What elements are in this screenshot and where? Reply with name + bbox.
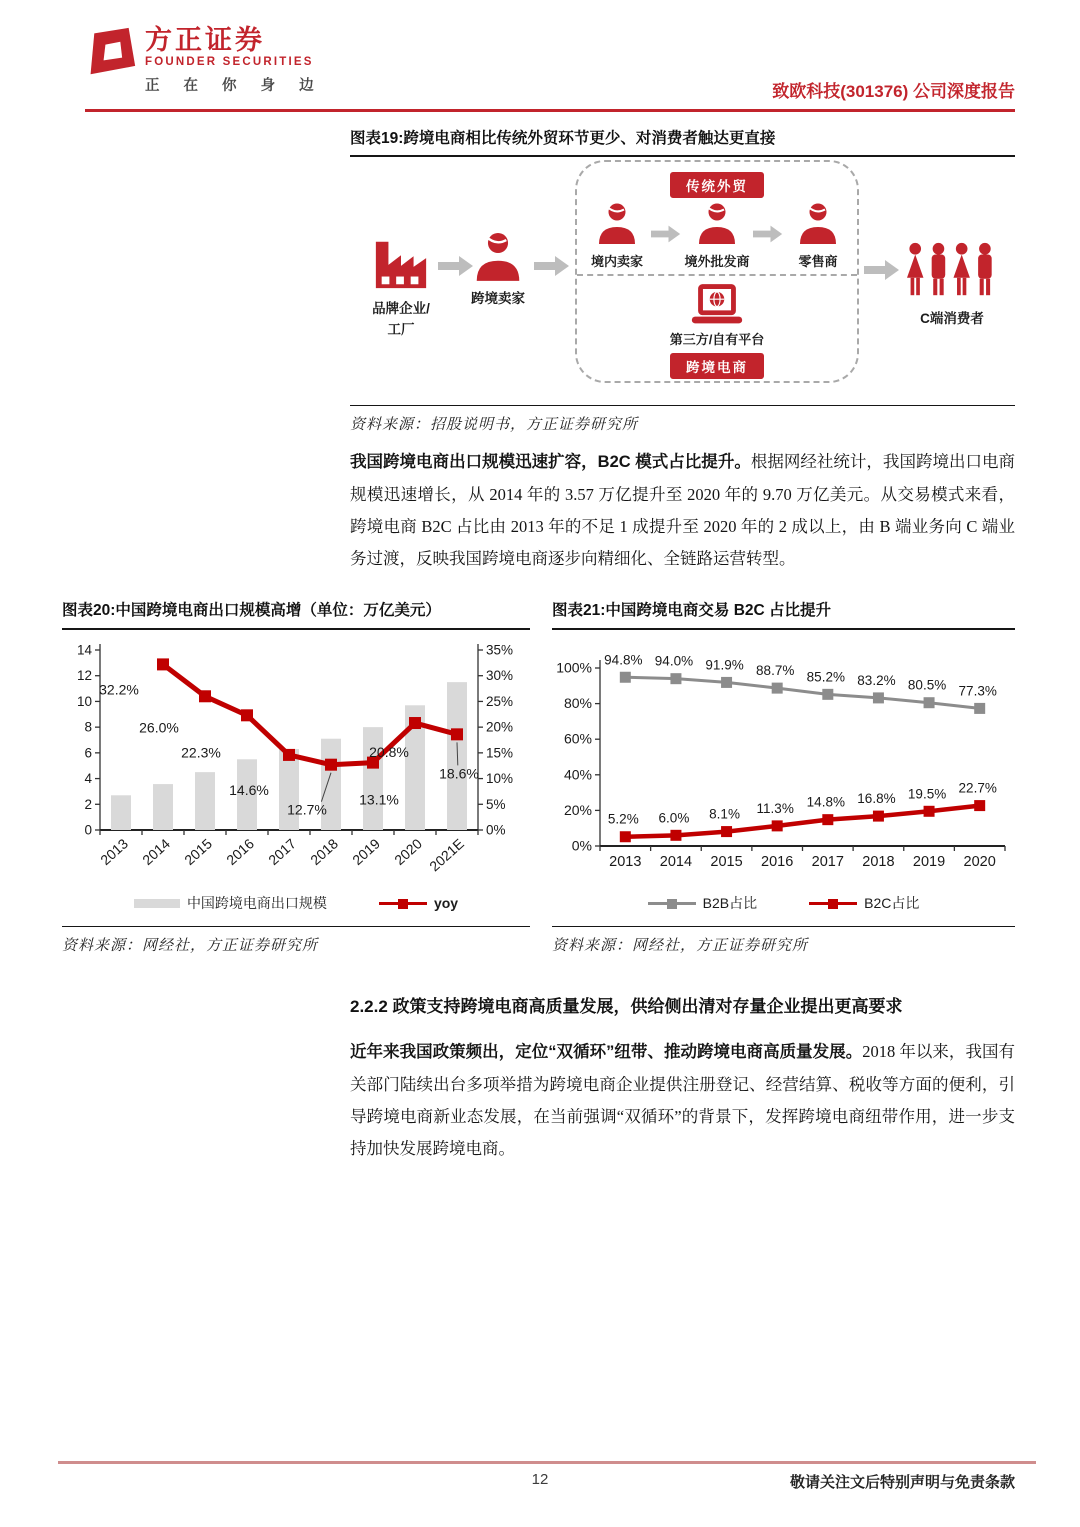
factory-icon — [372, 235, 430, 291]
svg-text:2014: 2014 — [659, 854, 693, 870]
cross-border-seller-label: 跨境卖家 — [471, 291, 525, 306]
svg-text:94.8%: 94.8% — [604, 652, 643, 668]
svg-text:35%: 35% — [486, 642, 514, 658]
consumers-label: C端消费者 — [920, 311, 984, 326]
svg-text:18.6%: 18.6% — [439, 765, 479, 782]
legend-item-b2b — [648, 893, 757, 913]
svg-text:77.3%: 77.3% — [958, 683, 997, 699]
svg-text:5%: 5% — [486, 796, 506, 812]
svg-text:91.9%: 91.9% — [705, 657, 744, 673]
svg-text:2019: 2019 — [912, 854, 946, 870]
svg-text:94.0%: 94.0% — [654, 653, 694, 669]
svg-text:2017: 2017 — [811, 854, 844, 870]
arrow-right-icon — [753, 224, 783, 249]
svg-text:16.8%: 16.8% — [857, 791, 896, 807]
policy-paragraph — [350, 1036, 1015, 1164]
svg-text:30%: 30% — [486, 668, 514, 684]
person-icon — [796, 202, 840, 244]
svg-text:2016: 2016 — [761, 854, 794, 870]
svg-text:80%: 80% — [563, 695, 592, 712]
domestic-seller-label: 境内卖家 — [590, 254, 643, 269]
svg-text:25%: 25% — [486, 693, 514, 709]
figure20-source: 资料来源：网经社，方正证券研究所 — [62, 938, 319, 954]
figure21-source: 资料来源：网经社，方正证券研究所 — [552, 938, 809, 954]
svg-text:2020: 2020 — [391, 835, 426, 869]
svg-text:88.7%: 88.7% — [756, 663, 795, 679]
svg-text:2016: 2016 — [223, 835, 258, 869]
svg-text:6.0%: 6.0% — [658, 810, 690, 826]
line-swatch-icon — [648, 897, 696, 909]
arrow-right-icon — [651, 224, 681, 249]
svg-text:60%: 60% — [563, 730, 592, 747]
svg-text:2014: 2014 — [139, 835, 174, 869]
cross-border-ecommerce-badge: 跨境电商 — [670, 353, 764, 379]
retailer-node — [783, 202, 853, 272]
footer-rule — [58, 1461, 1036, 1464]
svg-text:0%: 0% — [571, 837, 592, 854]
svg-text:2: 2 — [84, 796, 92, 812]
legend-item-b2c — [809, 893, 919, 913]
platform-node — [685, 284, 749, 331]
arrow-right-icon — [534, 255, 570, 282]
svg-text:13.1%: 13.1% — [359, 791, 399, 808]
svg-text:12: 12 — [76, 668, 92, 684]
retailer-label: 零售商 — [798, 254, 838, 269]
svg-text:6: 6 — [84, 745, 92, 761]
figure19-source: 资料来源：招股说明书，方正证券研究所 — [350, 417, 639, 433]
flow-divider — [577, 274, 857, 276]
legend-label: yoy — [433, 895, 459, 911]
overseas-wholesaler-node — [679, 202, 755, 272]
founder-logo-icon — [85, 26, 137, 78]
dashed-flow-box — [575, 160, 859, 383]
svg-text:4: 4 — [84, 771, 92, 787]
platform-label: 第三方/自有平台 — [669, 332, 765, 347]
arrow-right-icon — [864, 259, 900, 286]
svg-text:40%: 40% — [563, 766, 592, 783]
chart20-legend — [62, 886, 530, 920]
legend-label: B2B占比 — [702, 895, 758, 911]
intro-lead: 我国跨境电商出口规模迅速扩容，B2C 模式占比提升。 — [350, 453, 751, 471]
figure21-title: 图表21:中国跨境电商交易 B2C 占比提升 — [552, 598, 1015, 630]
consumers-node — [902, 241, 1002, 330]
report-title: 致欧科技(301376) 公司深度报告 — [772, 82, 1015, 101]
chart21-legend — [552, 886, 1015, 920]
laptop-globe-icon — [686, 284, 748, 326]
policy-body: 2018 年以来，我国有关部门陆续出台多项举措为跨境电商企业提供注册登记、经营结算、税收等方面的便利，引导跨境电商新业态发展，在当前强调“双循环”的背景下，发挥跨境电商纽带作用，进一步支持加快发展跨境电商。 — [350, 1042, 1016, 1158]
svg-text:2013: 2013 — [97, 835, 132, 869]
person-icon — [595, 202, 639, 244]
svg-text:14: 14 — [76, 642, 92, 658]
footer-disclaimer: 敬请关注文后特别声明与免责条款 — [789, 1474, 1015, 1491]
section-heading: 2.2.2 政策支持跨境电商高质量发展，供给侧出清对存量企业提出更高要求 — [350, 997, 903, 1016]
chart21-svg — [552, 634, 1015, 886]
svg-text:22.3%: 22.3% — [181, 744, 221, 761]
cross-border-seller-node — [460, 231, 536, 310]
svg-text:0%: 0% — [486, 822, 506, 838]
figure19-block — [350, 126, 1015, 434]
svg-text:2020: 2020 — [963, 854, 996, 870]
svg-text:20%: 20% — [563, 801, 592, 818]
svg-text:8: 8 — [84, 719, 92, 735]
svg-text:0: 0 — [84, 822, 92, 838]
domestic-seller-node — [581, 202, 653, 272]
svg-text:26.0%: 26.0% — [139, 719, 179, 736]
legend-label: 中国跨境电商出口规模 — [186, 895, 327, 911]
factory-label: 品牌企业/ 工厂 — [372, 301, 430, 337]
svg-text:5.2%: 5.2% — [607, 811, 639, 827]
svg-text:2021E: 2021E — [426, 835, 468, 875]
brand-slogan: 正 在 你 身 边 — [145, 78, 324, 95]
svg-text:22.7%: 22.7% — [958, 780, 997, 796]
svg-text:85.2%: 85.2% — [806, 669, 845, 685]
traditional-trade-badge: 传统外贸 — [670, 172, 764, 198]
figure20-title: 图表20:中国跨境电商出口规模高增（单位：万亿美元） — [62, 598, 530, 630]
svg-text:2017: 2017 — [265, 835, 300, 869]
figure19-diagram — [350, 157, 1015, 405]
legend-item-yoy — [379, 895, 458, 911]
line-swatch-icon — [809, 897, 857, 909]
svg-text:19.5%: 19.5% — [907, 786, 947, 802]
svg-text:10%: 10% — [486, 771, 514, 787]
footer-page-number: 12 — [531, 1471, 549, 1488]
consumers-icon — [905, 241, 999, 301]
figure19-title: 图表19:跨境电商相比传统外贸环节更少、对消费者触达更直接 — [350, 126, 1015, 157]
svg-text:15%: 15% — [486, 745, 514, 761]
figure21-block — [552, 598, 1015, 955]
intro-body: 根据网经社统计，我国跨境出口电商规模迅速增长，从 2014 年的 3.57 万亿提升至 2020 年的 9.70 万亿美元。从交易模式来看，跨境电商 B2C 占比由 2013 年的不足 1 成提升至 2020 年的 2 成以上，由 B 端业务向 C 端业务过渡，反映我国跨境电商逐步向精细化、全链路运营转型。 — [350, 452, 1016, 568]
legend-item-export-scale — [134, 893, 327, 913]
svg-text:100%: 100% — [556, 659, 592, 676]
svg-text:2015: 2015 — [710, 854, 743, 870]
brand-name-en: FOUNDER SECURITIES — [145, 56, 314, 69]
svg-text:12.7%: 12.7% — [287, 801, 327, 818]
svg-text:80.5%: 80.5% — [907, 677, 947, 693]
svg-text:14.6%: 14.6% — [229, 781, 269, 798]
svg-text:32.2%: 32.2% — [99, 681, 139, 698]
svg-text:20%: 20% — [486, 719, 514, 735]
chart20-svg — [62, 634, 530, 886]
person-icon — [472, 231, 524, 281]
intro-paragraph — [350, 446, 1015, 574]
bar-swatch-icon — [134, 899, 180, 908]
svg-text:2019: 2019 — [349, 835, 384, 869]
svg-text:2018: 2018 — [307, 835, 342, 869]
overseas-wholesaler-label: 境外批发商 — [684, 254, 750, 269]
svg-text:14.8%: 14.8% — [806, 794, 845, 810]
svg-text:83.2%: 83.2% — [857, 672, 896, 688]
page-header — [85, 26, 1015, 112]
factory-node — [356, 235, 446, 341]
svg-text:2018: 2018 — [862, 854, 895, 870]
svg-text:10: 10 — [76, 693, 92, 709]
svg-text:8.1%: 8.1% — [709, 806, 740, 822]
svg-text:2015: 2015 — [181, 835, 216, 869]
figure20-block — [62, 598, 530, 955]
svg-text:11.3%: 11.3% — [756, 800, 794, 816]
line-swatch-icon — [379, 897, 427, 909]
svg-text:20.8%: 20.8% — [369, 744, 409, 761]
person-icon — [695, 202, 739, 244]
brand-name-cn: 方正证券 — [145, 25, 265, 55]
policy-lead: 近年来我国政策频出，定位“双循环”纽带、推动跨境电商高质量发展。 — [350, 1043, 863, 1061]
legend-label: B2C占比 — [864, 895, 920, 911]
svg-text:2013: 2013 — [609, 854, 642, 870]
